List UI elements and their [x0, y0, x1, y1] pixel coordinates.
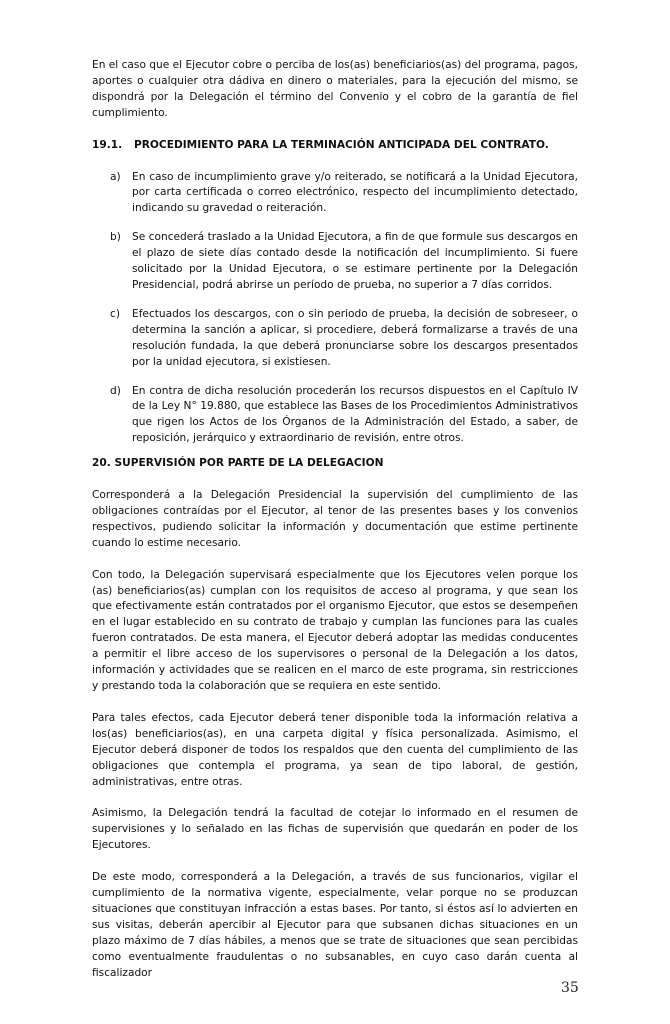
list-item-text: Efectuados los descargos, con o sin periodo de prueba, la decisión de sobreseer, o determina la sanción a aplicar, si procediere, deberá formalizarse a través de una resolución fundada, la que deberá pronunciarse sobre los descargos presentados por la unidad ejecutora, si existiesen. [132, 307, 578, 368]
section-20-paragraph: Con todo, la Delegación supervisará especialmente que los Ejecutores velen porque los (as) beneficiarios(as) cumplan con los requisitos de acceso al programa, y que sean los que efectivamente están contratados por el organismo Ejecutor, que estos se desempeñen en el lugar establecido en su contrato de trabajo y cumplan las funciones para las cuales fueron contratados. De esta manera, el Ejecutor deberá adoptar las medidas conducentes a permitir el libre acceso de los supervisores o personal de la Delegación a los datos, información y actividades que se realicen en el marco de este programa, sin restricciones y prestando toda la colaboración que se requiera en este sentido. [92, 568, 578, 692]
page-number: 35 [561, 980, 579, 996]
list-item [110, 384, 578, 448]
section-20-number: 20. [92, 457, 111, 470]
section-20-heading [92, 456, 578, 472]
intro-paragraph: En el caso que el Ejecutor cobre o perciba de los(as) beneficiarios(as) del programa, pagos, aportes o cualquier otra dádiva en dinero o materiales, para la ejecución del mismo, se dispondrá por la Delegación el término del Convenio y el cobro de la garantía de fiel cumplimiento. [92, 59, 578, 119]
list-item-text: En caso de incumplimiento grave y/o reiterado, se notificará a la Unidad Ejecutora, por carta certificada o correo electrónico, respecto del incumplimiento detectado, indicando su gravedad o reiteración. [132, 170, 578, 215]
document-body [92, 58, 578, 982]
list-item-label: d) [110, 384, 121, 397]
list-item-label: c) [110, 307, 120, 320]
list-item-label: b) [110, 231, 121, 244]
section-20-paragraph: Para tales efectos, cada Ejecutor deberá tener disponible toda la información relativa a los(as) beneficiarios(as), en una carpeta digital y física personalizada. Asimismo, el Ejecutor deberá disponer de todos los respaldos que den cuenta del cumplimiento de las obligaciones que contempla el programa, ya sean de tipo laboral, de gestión, administrativas, entre otras. [92, 711, 578, 788]
list-item [110, 230, 578, 294]
list-item-text: Se concederá traslado a la Unidad Ejecutora, a fin de que formule sus descargos en el plazo de siete días contado desde la notificación del incumplimiento. Si fuere solicitado por la Unidad Ejecutora, o se estimare pertinente por la Delegación Presidencial, podrá abrirse un período de prueba, no superior a 7 días corridos. [132, 231, 578, 291]
section-19-1-title: PROCEDIMIENTO PARA LA TERMINACIÓN ANTICIPADA DEL CONTRATO. [134, 138, 549, 151]
list-item [110, 307, 578, 371]
section-20-paragraph: Asimismo, la Delegación tendrá la facultad de cotejar lo informado en el resumen de supervisiones y lo señalado en las fichas de supervisión que quedarán en poder de los Ejecutores. [92, 807, 578, 852]
section-20-paragraph: Corresponderá a la Delegación Presidencial la supervisión del cumplimiento de las obligaciones contraídas por el Ejecutor, al tenor de las presentes bases y los convenios respectivos, pudiendo solicitar la información y documentación que estime pertinente cuando lo estime necesario. [92, 489, 578, 549]
list-item-text: En contra de dicha resolución procederán los recursos dispuestos en el Capítulo IV de la Ley N° 19.880, que establece las Bases de los Procedimientos Administrativos que rigen los Actos de los Órganos de la Administración del Estado, a saber, de reposición, jerárquico y extraordinario de revisión, entre otros. [132, 384, 578, 445]
section-19-1-heading [92, 138, 578, 154]
section-20-title: SUPERVISIÓN POR PARTE DE LA DELEGACION [114, 457, 384, 470]
list-item-label: a) [110, 170, 121, 183]
section-19-1-number: 19.1. [92, 138, 123, 151]
list-item [110, 170, 578, 218]
section-20-paragraph: De este modo, corresponderá a la Delegación, a través de sus funcionarios, vigilar el cumplimiento de la normativa vigente, especialmente, velar porque no se produzcan situaciones que constituyan infracción a estas bases. Por tanto, si éstos así lo advierten en sus visitas, deberán apercibir al Ejecutor para que subsanen dichas situaciones en un plazo máximo de 7 días hábiles, a menos que se trate de situaciones que sean percibidas como eventualmente fraudulentas o no subsanables, en cuyo caso darán cuenta al fiscalizador [92, 871, 578, 979]
